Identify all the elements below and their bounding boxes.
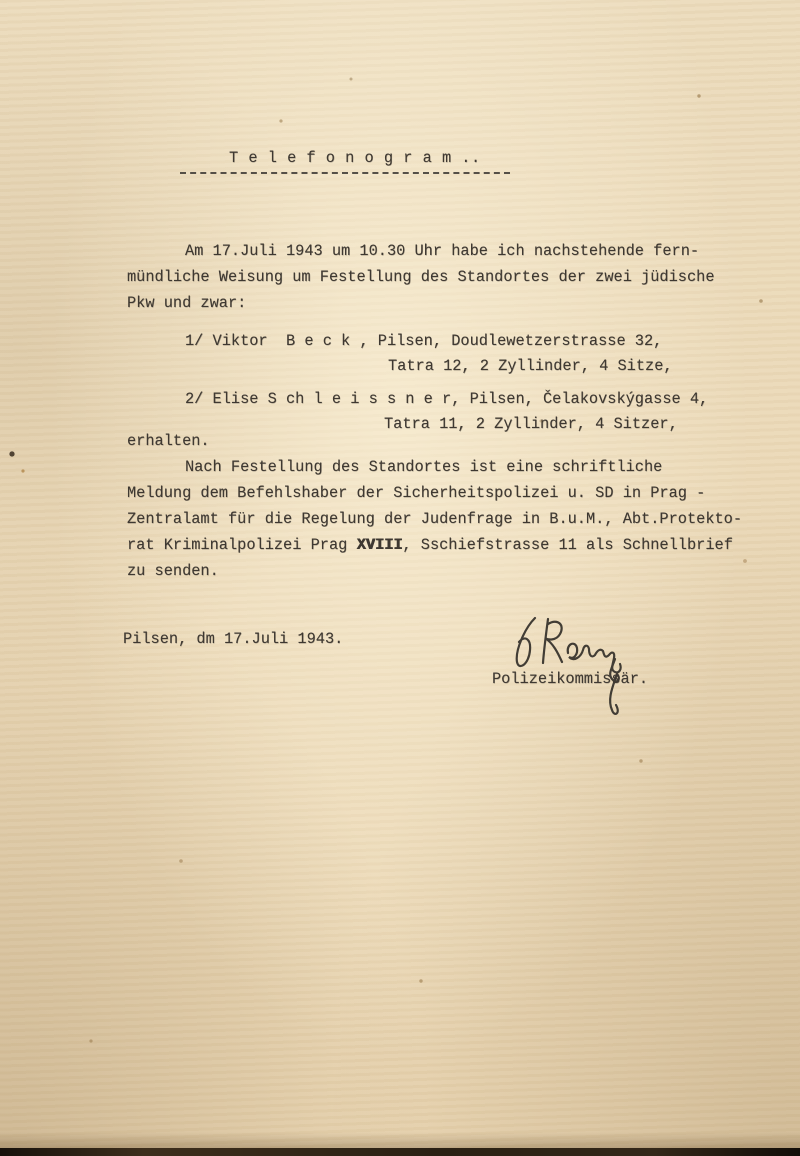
paragraph2-line2: Meldung dem Befehlshaber der Sicherheitspolizei u. SD in Prag - xyxy=(127,484,706,502)
paragraph2-line1: Nach Festellung des Standortes ist eine schriftliche xyxy=(185,458,663,476)
paragraph1-line1: Am 17.Juli 1943 um 10.30 Uhr habe ich nachstehende fern- xyxy=(185,242,700,260)
vehicle-item2-line1: 2/ Elise S ch l e i s s n e r, Pilsen, Čelakovskýgasse 4, xyxy=(185,390,709,408)
paragraph2-line3: Zentralamt für die Regelung der Judenfrage in B.u.M., Abt.Protekto- xyxy=(127,510,743,528)
bottom-scan-edge xyxy=(0,1148,800,1156)
place-date-line: Pilsen, dm 17.Juli 1943. xyxy=(123,630,344,648)
vehicle-item2-line2: Tatra 11, 2 Zyllinder, 4 Sitzer, xyxy=(384,415,678,433)
paragraph2-line4 xyxy=(127,535,733,555)
paragraph2-line4-pre: rat Kriminalpolizei Prag xyxy=(127,536,357,554)
signatory-role-line: Polizeikommissär. xyxy=(492,670,649,688)
paper-specks xyxy=(0,0,2,2)
document-title: T e l e f o n o g r a m .. xyxy=(229,149,481,167)
paragraph2-line4-bold: XVIII xyxy=(356,536,403,554)
paragraph1-line2: mündliche Weisung um Festellung des Standortes der zwei jüdische xyxy=(127,268,715,286)
erhalten-line: erhalten. xyxy=(127,432,210,450)
paragraph2-line5: zu senden. xyxy=(127,562,219,580)
bottom-scan-fade xyxy=(0,1132,800,1148)
vehicle-item1-line1: 1/ Viktor B e c k , Pilsen, Doudlewetzerstrasse 32, xyxy=(185,332,663,350)
paragraph2-line4-post: , Sschiefstrasse 11 als Schnellbrief xyxy=(402,536,733,554)
title-underline xyxy=(180,158,510,174)
signature-handwriting-icon xyxy=(498,593,648,728)
vehicle-item1-line2: Tatra 12, 2 Zyllinder, 4 Sitze, xyxy=(388,357,673,375)
paragraph1-line3: Pkw und zwar: xyxy=(127,294,247,312)
